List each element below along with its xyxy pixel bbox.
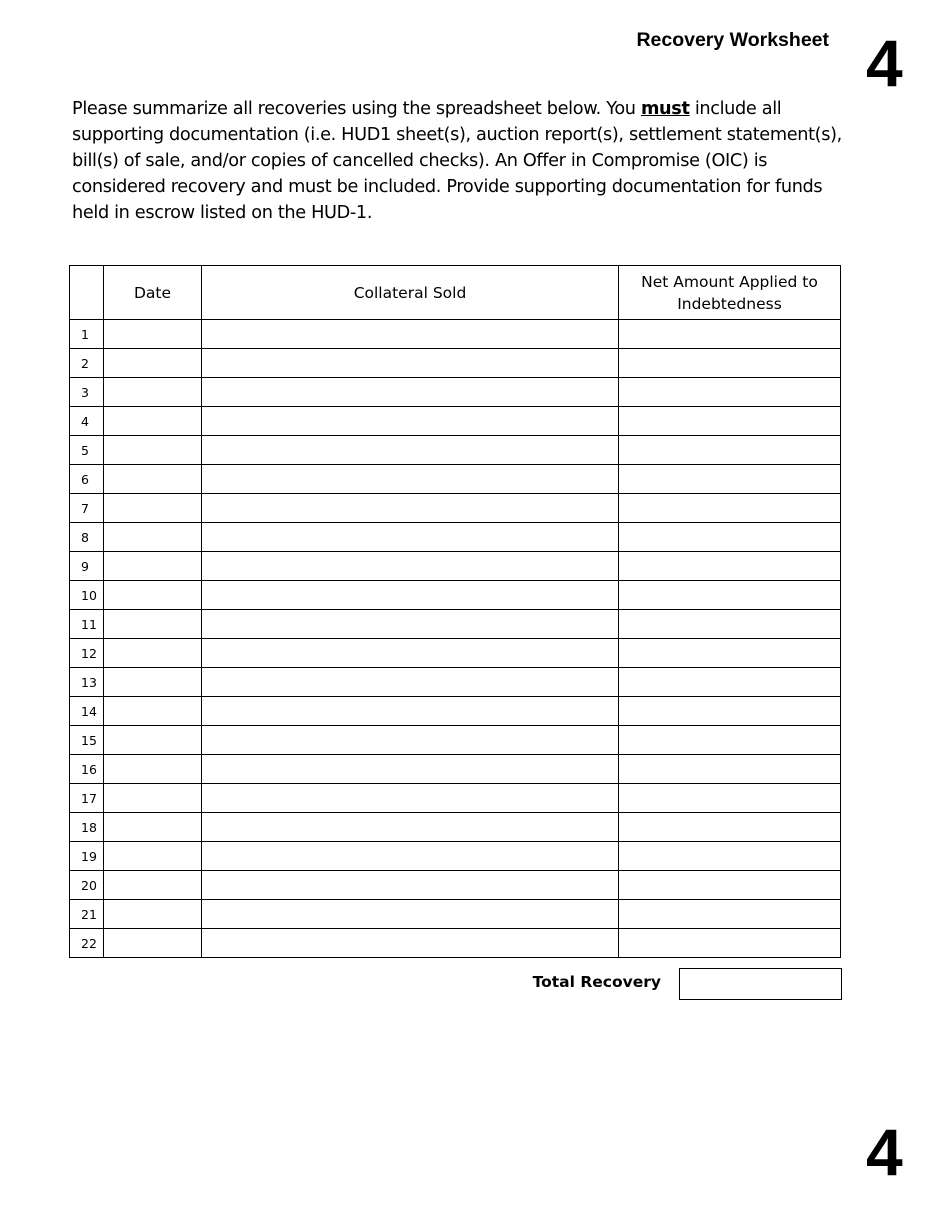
net-amount-cell[interactable] — [619, 668, 841, 697]
page-number-top: 4 — [866, 26, 903, 100]
table-row — [70, 378, 841, 407]
table-row — [70, 320, 841, 349]
date-cell[interactable] — [104, 929, 202, 958]
collateral-sold-cell[interactable] — [202, 465, 619, 494]
row-number: 14 — [70, 697, 104, 726]
row-number: 4 — [70, 407, 104, 436]
collateral-sold-cell[interactable] — [202, 929, 619, 958]
collateral-sold-cell[interactable] — [202, 871, 619, 900]
instructions-text-after: include all supporting documentation (i.e. HUD1 sheet(s), auction report(s), settlement statement(s), bill(s) of sale, and/or copies of cancelled checks). An Offer in Compromise (OIC) is considered recovery and must be included. Provide supporting documentation for funds held in escrow listed on the HUD-1. — [72, 99, 842, 223]
date-cell[interactable] — [104, 900, 202, 929]
collateral-sold-cell[interactable] — [202, 697, 619, 726]
date-cell[interactable] — [104, 639, 202, 668]
table-row — [70, 581, 841, 610]
row-number: 13 — [70, 668, 104, 697]
row-number: 8 — [70, 523, 104, 552]
date-cell[interactable] — [104, 436, 202, 465]
page-title: Recovery Worksheet — [636, 29, 829, 51]
table-header-row — [70, 266, 841, 320]
table-row — [70, 813, 841, 842]
collateral-sold-cell[interactable] — [202, 407, 619, 436]
date-cell[interactable] — [104, 407, 202, 436]
collateral-sold-cell[interactable] — [202, 784, 619, 813]
collateral-sold-cell[interactable] — [202, 639, 619, 668]
net-amount-cell[interactable] — [619, 378, 841, 407]
row-number: 15 — [70, 726, 104, 755]
row-number: 5 — [70, 436, 104, 465]
collateral-sold-cell[interactable] — [202, 755, 619, 784]
row-number: 20 — [70, 871, 104, 900]
net-amount-cell[interactable] — [619, 581, 841, 610]
table-row — [70, 697, 841, 726]
net-amount-cell[interactable] — [619, 552, 841, 581]
date-cell[interactable] — [104, 726, 202, 755]
date-cell[interactable] — [104, 523, 202, 552]
collateral-sold-cell[interactable] — [202, 842, 619, 871]
date-cell[interactable] — [104, 378, 202, 407]
table-row — [70, 349, 841, 378]
table-row — [70, 784, 841, 813]
table-row — [70, 842, 841, 871]
table-row — [70, 465, 841, 494]
table-body — [70, 320, 841, 958]
instructions-paragraph — [72, 96, 847, 226]
net-amount-cell[interactable] — [619, 929, 841, 958]
table-row — [70, 668, 841, 697]
collateral-sold-cell[interactable] — [202, 668, 619, 697]
date-cell[interactable] — [104, 871, 202, 900]
row-number: 17 — [70, 784, 104, 813]
net-amount-cell[interactable] — [619, 755, 841, 784]
row-number: 6 — [70, 465, 104, 494]
table-row — [70, 726, 841, 755]
net-amount-cell[interactable] — [619, 900, 841, 929]
row-number: 10 — [70, 581, 104, 610]
table-row — [70, 639, 841, 668]
row-number: 19 — [70, 842, 104, 871]
collateral-sold-cell[interactable] — [202, 581, 619, 610]
net-amount-cell[interactable] — [619, 320, 841, 349]
net-amount-cell[interactable] — [619, 697, 841, 726]
date-cell[interactable] — [104, 842, 202, 871]
date-cell[interactable] — [104, 697, 202, 726]
net-amount-cell[interactable] — [619, 639, 841, 668]
collateral-sold-cell[interactable] — [202, 378, 619, 407]
collateral-sold-cell[interactable] — [202, 726, 619, 755]
net-amount-cell[interactable] — [619, 610, 841, 639]
net-amount-cell[interactable] — [619, 436, 841, 465]
collateral-sold-cell[interactable] — [202, 552, 619, 581]
table-row — [70, 755, 841, 784]
collateral-sold-cell[interactable] — [202, 320, 619, 349]
net-amount-cell[interactable] — [619, 726, 841, 755]
date-cell[interactable] — [104, 349, 202, 378]
collateral-sold-cell[interactable] — [202, 610, 619, 639]
net-amount-cell[interactable] — [619, 465, 841, 494]
table-row — [70, 871, 841, 900]
net-amount-cell[interactable] — [619, 494, 841, 523]
collateral-sold-cell[interactable] — [202, 813, 619, 842]
header-index — [70, 266, 104, 320]
total-recovery-field[interactable] — [679, 968, 842, 1000]
recovery-table — [69, 265, 841, 958]
row-number: 9 — [70, 552, 104, 581]
collateral-sold-cell[interactable] — [202, 436, 619, 465]
table-row — [70, 436, 841, 465]
row-number: 18 — [70, 813, 104, 842]
net-amount-cell[interactable] — [619, 523, 841, 552]
row-number: 22 — [70, 929, 104, 958]
date-cell[interactable] — [104, 668, 202, 697]
row-number: 16 — [70, 755, 104, 784]
header-date: Date — [104, 266, 202, 320]
table-row — [70, 552, 841, 581]
net-amount-cell[interactable] — [619, 784, 841, 813]
page-number-bottom: 4 — [866, 1115, 903, 1189]
net-amount-cell[interactable] — [619, 842, 841, 871]
row-number: 7 — [70, 494, 104, 523]
date-cell[interactable] — [104, 755, 202, 784]
collateral-sold-cell[interactable] — [202, 523, 619, 552]
row-number: 1 — [70, 320, 104, 349]
header-net-amount: Net Amount Applied to Indebtedness — [619, 266, 841, 320]
row-number: 11 — [70, 610, 104, 639]
table-row — [70, 523, 841, 552]
net-amount-cell[interactable] — [619, 813, 841, 842]
date-cell[interactable] — [104, 494, 202, 523]
net-amount-cell[interactable] — [619, 871, 841, 900]
table-row — [70, 494, 841, 523]
date-cell[interactable] — [104, 784, 202, 813]
row-number: 3 — [70, 378, 104, 407]
date-cell[interactable] — [104, 581, 202, 610]
header-collateral-sold: Collateral Sold — [202, 266, 619, 320]
instructions-emphasis: must — [640, 99, 690, 119]
row-number: 2 — [70, 349, 104, 378]
net-amount-cell[interactable] — [619, 407, 841, 436]
table-row — [70, 407, 841, 436]
date-cell[interactable] — [104, 465, 202, 494]
row-number: 12 — [70, 639, 104, 668]
collateral-sold-cell[interactable] — [202, 494, 619, 523]
date-cell[interactable] — [104, 320, 202, 349]
total-recovery-label: Total Recovery — [532, 973, 661, 991]
collateral-sold-cell[interactable] — [202, 349, 619, 378]
date-cell[interactable] — [104, 610, 202, 639]
instructions-text-before: Please summarize all recoveries using the spreadsheet below. You — [72, 99, 641, 119]
collateral-sold-cell[interactable] — [202, 900, 619, 929]
net-amount-cell[interactable] — [619, 349, 841, 378]
table-row — [70, 610, 841, 639]
row-number: 21 — [70, 900, 104, 929]
date-cell[interactable] — [104, 813, 202, 842]
table-row — [70, 900, 841, 929]
date-cell[interactable] — [104, 552, 202, 581]
table-row — [70, 929, 841, 958]
